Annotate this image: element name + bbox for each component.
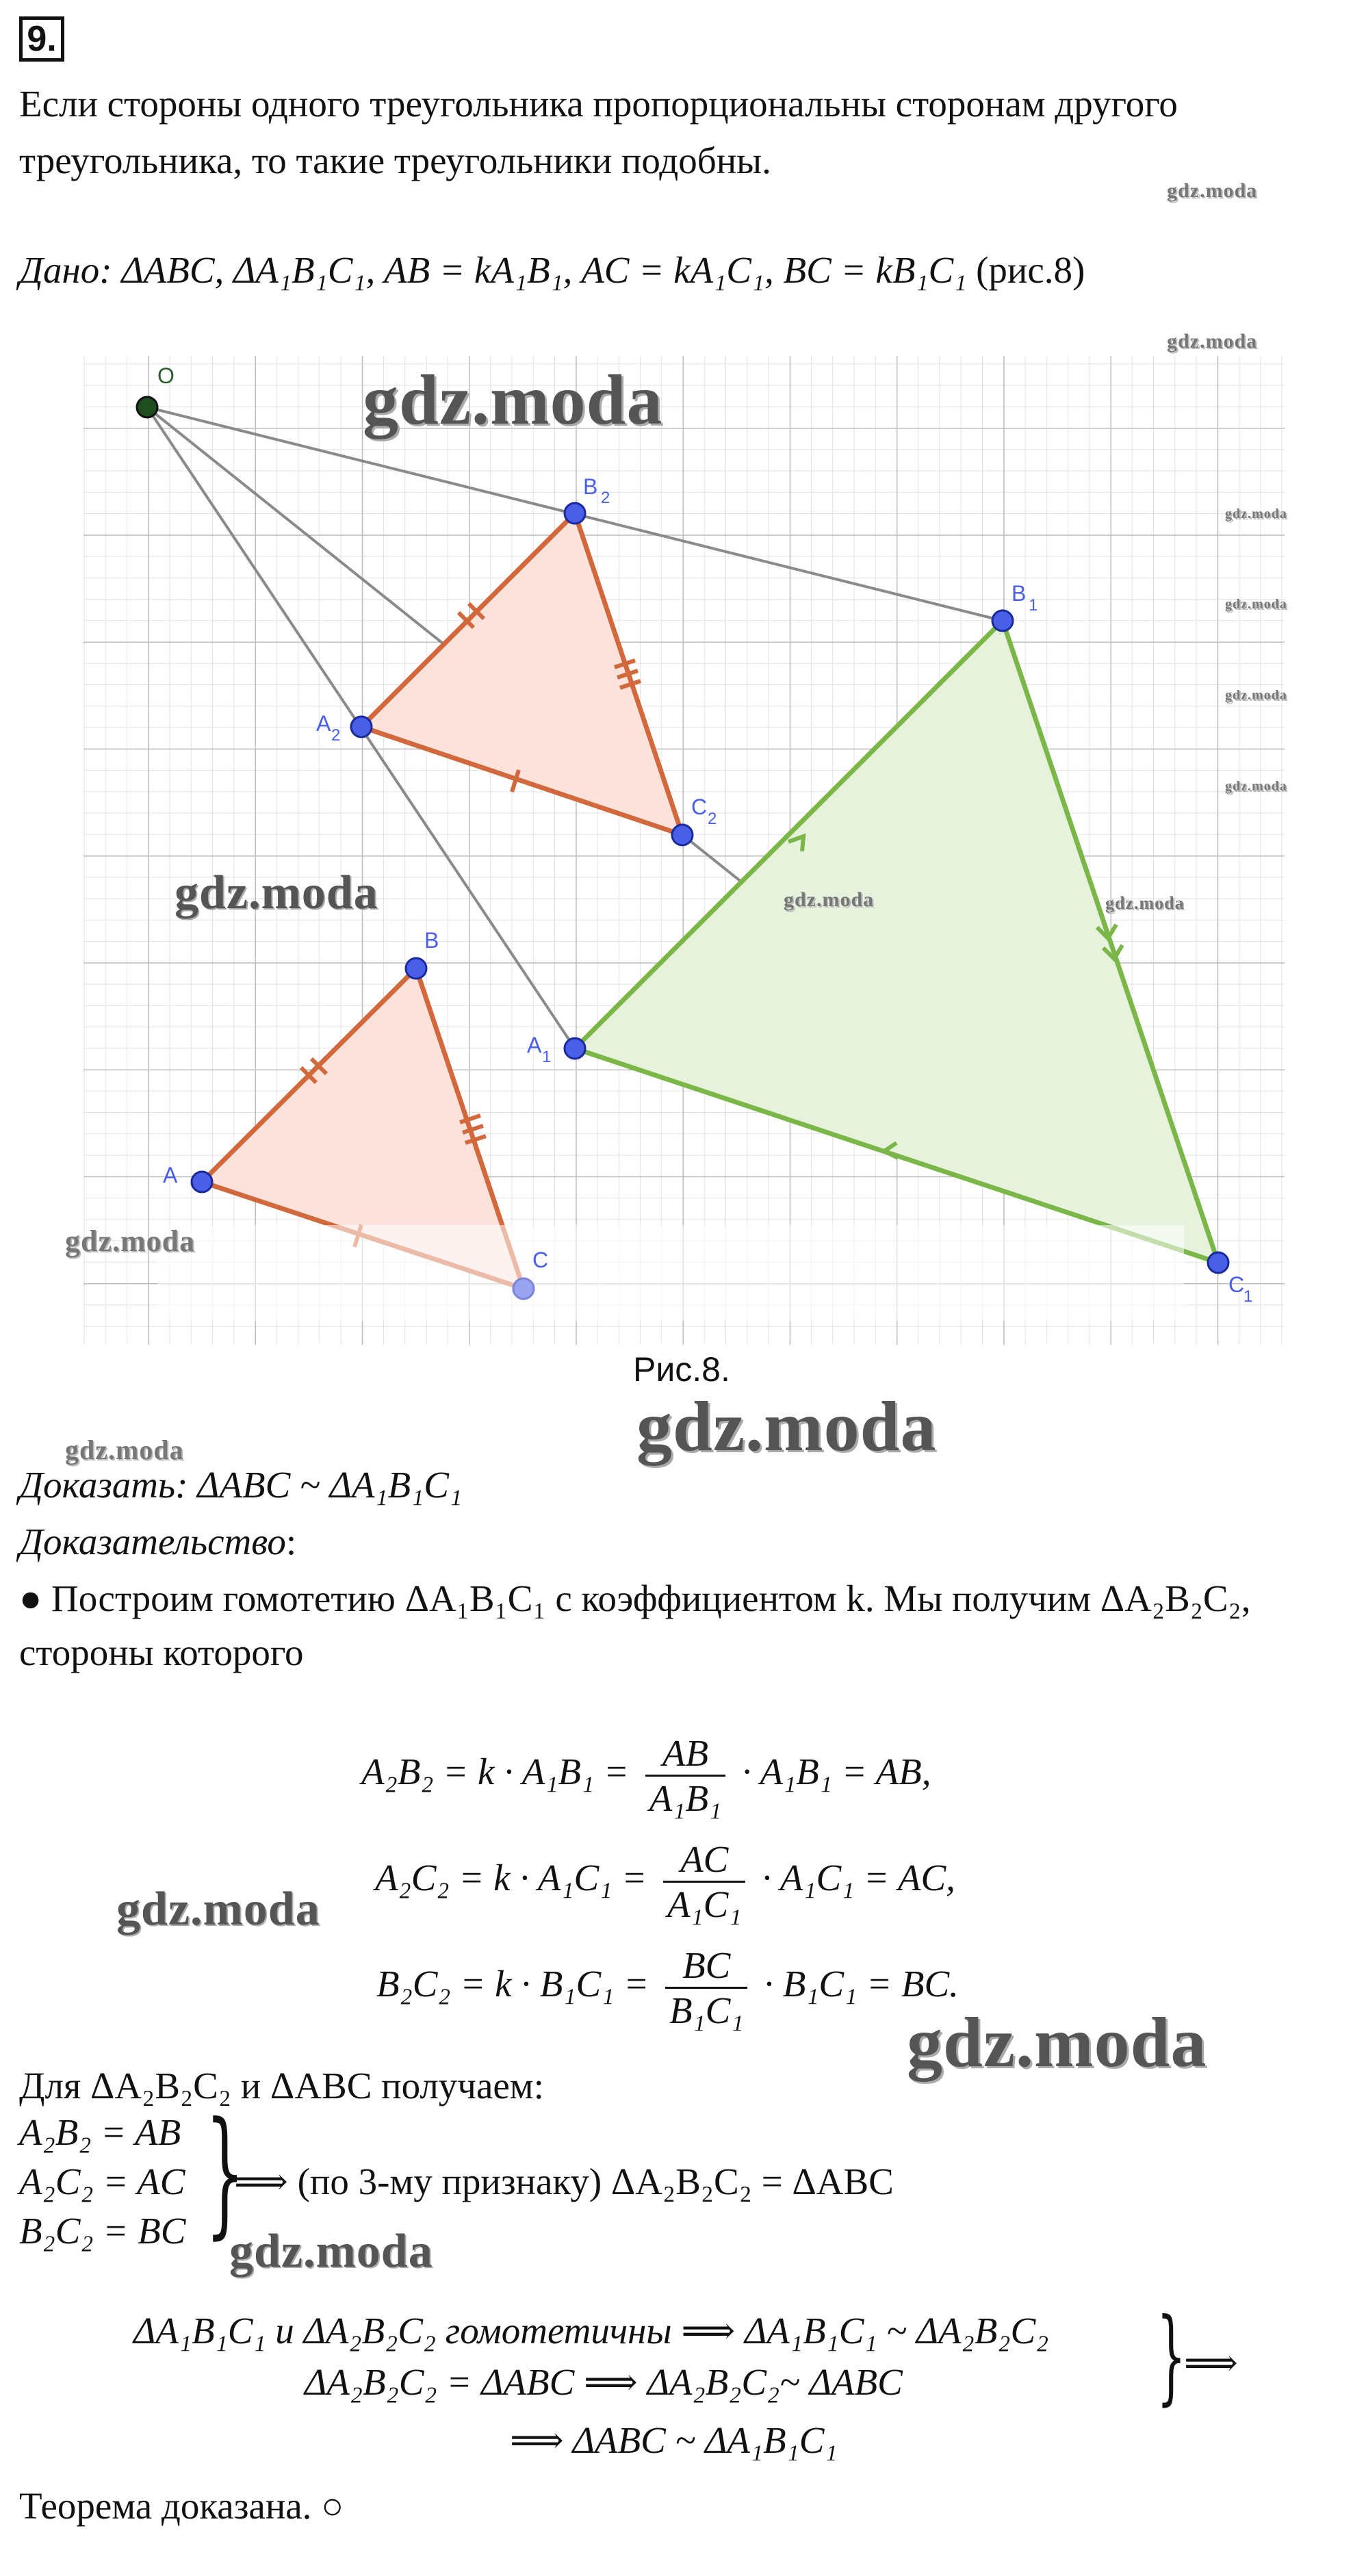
watermark: gdz.moda (229, 2225, 433, 2278)
equation-rhs: · A₁C₁ = AC, (762, 1857, 955, 1899)
equation-2 (375, 1838, 955, 1926)
label-c: C (532, 1248, 549, 1272)
fraction (645, 1731, 725, 1820)
equation-lhs: A₂B₂ = k · A₁B₁ = (361, 1751, 630, 1793)
fraction-num: AB (645, 1731, 725, 1777)
given-line (19, 243, 1085, 298)
system-row: B₂C₂ = BC (19, 2210, 186, 2252)
label-a: A (163, 1163, 178, 1187)
step1-line-2: стороны которого (19, 1632, 304, 1673)
system-conclusion: ⟹ (по 3-му признаку) ΔA₂B₂C₂ = ΔABC (234, 2161, 894, 2202)
watermark: gdz.moda (1105, 893, 1185, 913)
label-c1-sub: 1 (1244, 1287, 1253, 1306)
figure-8 (0, 322, 1353, 1382)
equation-rhs: · A₁B₁ = AB, (741, 1751, 931, 1793)
watermark: gdz.moda (65, 1224, 196, 1258)
point-b2 (565, 503, 585, 524)
watermark-band (157, 1225, 1184, 1321)
final-arrow: ⟹ (1184, 2342, 1238, 2384)
figure-caption: Рис.8. (633, 1350, 730, 1389)
proof-heading (19, 1515, 296, 1569)
label-b: B (424, 928, 439, 953)
label-a1-sub: 1 (542, 1048, 552, 1066)
given-label: Дано (19, 249, 100, 291)
watermark: gdz.moda (636, 1387, 937, 1466)
prove-text: : ΔABC ~ ΔA₁B₁C₁ (175, 1464, 463, 1506)
final-brace: } (1157, 2297, 1186, 2416)
step1-line-1: ● Построим гомотетию ΔA₁B₁C₁ с коэффициентом k. Мы получим ΔA₂B₂C₂, (19, 1577, 1251, 1619)
fraction-den: A₁C₁ (667, 1883, 742, 1925)
watermark: gdz.moda (784, 888, 875, 911)
label-o: O (157, 363, 175, 388)
point-a1 (565, 1038, 585, 1059)
label-c1: C (1228, 1272, 1245, 1297)
watermark: gdz.moda (65, 1434, 184, 1465)
label-c2-sub: 2 (708, 810, 717, 828)
qed: Теорема доказана. ○ (19, 2485, 344, 2527)
point-c2 (672, 825, 693, 845)
final-line-2: ΔA₂B₂C₂ = ΔABC ⟹ ΔA₂B₂C₂~ ΔABC (305, 2361, 903, 2403)
final-line-3: ⟹ ΔABC ~ ΔA₁B₁C₁ (510, 2419, 838, 2461)
label-b1-sub: 1 (1029, 596, 1038, 615)
label-a2: A (316, 711, 331, 736)
prove-line (19, 1458, 462, 1512)
point-c (513, 1278, 534, 1299)
label-b2: B (583, 474, 598, 499)
fraction-num: BC (665, 1944, 748, 1989)
watermark: gdz.moda (175, 866, 378, 919)
for-line: Для ΔA₂B₂C₂ и ΔABC получаем: (19, 2065, 544, 2107)
system-row: A₂C₂ = AC (19, 2161, 185, 2202)
proof-colon: : (285, 1521, 297, 1562)
label-b2-sub: 2 (601, 489, 610, 507)
point-c1 (1208, 1252, 1228, 1273)
watermark: gdz.moda (1167, 330, 1258, 352)
theorem-line-1: Если стороны одного треугольника пропорциональны сторонам другого (19, 83, 1178, 125)
point-o (137, 397, 157, 417)
fraction-den: A₁B₁ (649, 1777, 722, 1819)
fraction-den: B₁C₁ (669, 1989, 744, 2031)
point-a2 (351, 717, 372, 737)
fraction (663, 1838, 746, 1926)
watermark: gdz.moda (1225, 779, 1287, 794)
prove-label: Доказать (19, 1464, 176, 1506)
point-b1 (992, 610, 1013, 631)
watermark: gdz.moda (1167, 179, 1258, 202)
given-text: : ΔABC, ΔA₁B₁C₁, AB = kA₁B₁, AC = kA₁C₁, BC = kB₁C₁ (99, 249, 967, 291)
equation-rhs: · B₁C₁ = BC. (764, 1963, 959, 2005)
watermark: gdz.moda (116, 1883, 320, 1935)
fraction-num: AC (663, 1838, 746, 1883)
equation-lhs: A₂C₂ = k · A₁C₁ = (375, 1857, 647, 1899)
equation-lhs: B₂C₂ = k · B₁C₁ = (376, 1963, 649, 2005)
equation-3 (376, 1944, 959, 2032)
given-ref: (рис.8) (966, 249, 1085, 291)
problem-number: 9. (19, 16, 64, 62)
watermark: gdz.moda (1225, 688, 1287, 703)
point-b (406, 958, 426, 979)
label-a2-sub: 2 (331, 726, 341, 745)
label-a1: A (527, 1033, 542, 1057)
watermark: gdz.moda (1225, 506, 1287, 521)
watermark: gdz.moda (363, 361, 663, 439)
final-line-1: ΔA₁B₁C₁ и ΔA₂B₂C₂ гомотетичны ⟹ ΔA₁B₁C₁ ~ ΔA₂B₂C₂ (133, 2310, 1049, 2352)
equation-1 (361, 1731, 931, 1820)
proof-label: Доказательство (19, 1521, 286, 1562)
label-c2: C (691, 795, 708, 819)
watermark: gdz.moda (907, 2003, 1207, 2082)
system-rows (19, 2108, 185, 2256)
label-b1: B (1011, 581, 1027, 606)
system-row: A₂B₂ = AB (19, 2111, 181, 2153)
fraction (665, 1944, 748, 2032)
watermark: gdz.moda (1225, 597, 1287, 612)
theorem-line-2: треугольника, то такие треугольники подобны. (19, 140, 771, 181)
system-brace: } (205, 2093, 245, 2252)
point-a (192, 1172, 212, 1192)
